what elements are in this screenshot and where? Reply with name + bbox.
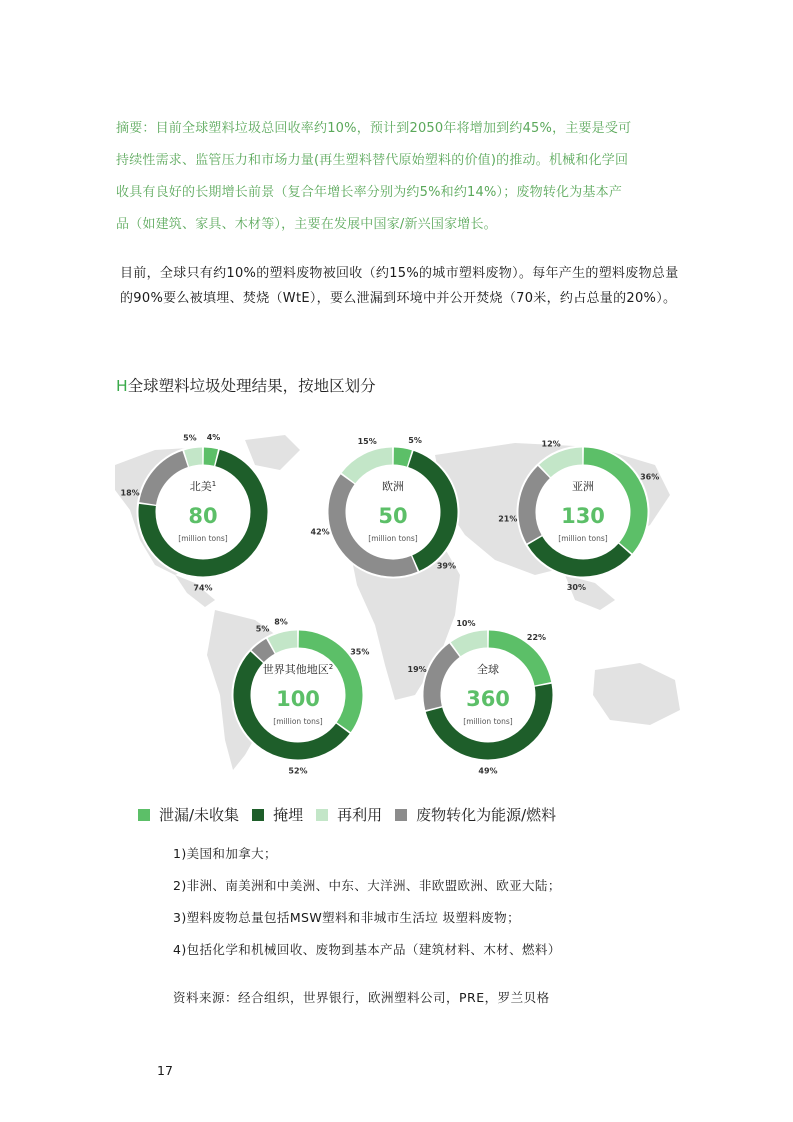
- chart-title: [116, 374, 376, 396]
- donut-segment-leaked: [394, 456, 410, 458]
- intro-paragraph: 目前，全球只有约10%的塑料废物被回收（约15%的城市塑料废物）。每年产生的塑料废物总量的90%要么被填埋、焚烧（WtE），要么泄漏到环境中并公开焚烧（70米，约占总量的20%）。: [120, 266, 679, 306]
- legend-swatch-landfill: [252, 809, 264, 821]
- percent-label-landfill: 49%: [478, 766, 498, 776]
- unit-label: [million tons]: [273, 717, 323, 726]
- chart-title-prefix: H: [116, 377, 128, 395]
- donut-segment-reused: [187, 456, 203, 458]
- map-southeast-asia: [565, 575, 615, 610]
- region-footnote-mark: 2: [328, 663, 334, 671]
- percent-label-reused: 15%: [357, 437, 377, 447]
- percent-label-landfill: 39%: [436, 561, 456, 571]
- legend-item-reused: [316, 804, 382, 825]
- percent-label-landfill: 74%: [193, 583, 213, 593]
- region-name: 世界其他地区$^2$: [262, 663, 334, 676]
- legend-swatch-reused: [316, 809, 328, 821]
- unit-label: [million tons]: [463, 717, 513, 726]
- percent-label-wte: 42%: [310, 527, 330, 537]
- region-total: 50: [378, 504, 408, 528]
- abstract-line: 品（如建筑、家具、木材等），主要在发展中国家/新兴国家增长。: [116, 217, 497, 232]
- legend-label: 再利用: [337, 806, 383, 824]
- percent-label-landfill: 52%: [288, 766, 308, 776]
- footnote: 2)非洲、南美洲和中美洲、中东、大洋洲、非欧盟欧洲、欧亚大陆；: [173, 878, 561, 893]
- legend-swatch-leaked: [138, 809, 150, 821]
- percent-label-reused: 10%: [456, 618, 476, 628]
- abstract-line: 收具有良好的长期增长前景（复合年增长率分别为约5%和约14%）；废物转化为基本产: [116, 185, 623, 200]
- percent-label-leaked: 36%: [640, 472, 660, 482]
- percent-label-reused: 12%: [541, 439, 561, 449]
- footnotes: [173, 844, 561, 972]
- percent-label-leaked: 5%: [408, 435, 422, 445]
- percent-label-wte: 5%: [255, 624, 270, 634]
- region-total: 100: [276, 687, 320, 711]
- legend-item-leaked: [138, 804, 239, 825]
- percent-label-leaked: 35%: [350, 647, 370, 657]
- region-name: 欧洲: [382, 480, 404, 493]
- unit-label: [million tons]: [178, 534, 228, 543]
- abstract-line: 摘要：目前全球塑料垃圾总回收率约10%，预计到2050年将增加到约45%，主要是受可: [116, 121, 632, 136]
- legend-label: 掩埋: [273, 806, 304, 824]
- footnote: 3)塑料废物总量包括MSW塑料和非城市生活垃 圾塑料废物；: [173, 910, 520, 925]
- region-total: 360: [466, 687, 510, 711]
- percent-label-wte: 18%: [120, 488, 140, 498]
- percent-label-wte: 21%: [498, 514, 518, 524]
- percent-label-leaked: 4%: [206, 433, 221, 443]
- legend-label: 废物转化为能源/燃料: [416, 806, 557, 824]
- donut-segment-reused: [272, 639, 298, 646]
- percent-label-leaked: 22%: [526, 633, 547, 643]
- legend-item-landfill: [252, 804, 303, 825]
- chart-legend: [138, 804, 569, 825]
- region-footnote-mark: 1: [211, 480, 217, 488]
- donut-segment-reused: [456, 639, 488, 649]
- unit-label: [million tons]: [558, 534, 608, 543]
- percent-label-wte: 19%: [407, 665, 427, 675]
- donut-segment-leaked: [204, 456, 216, 458]
- donut-segment-wte: [258, 646, 271, 656]
- donut-chart-figure: [95, 425, 695, 785]
- legend-item-wte: [395, 804, 556, 825]
- region-name: 全球: [477, 663, 499, 676]
- abstract-line: 持续性需求、监管压力和市场力量(再生塑料替代原始塑料的价值)的推动。机械和化学回: [116, 153, 629, 168]
- map-australia: [593, 663, 680, 725]
- chart-title-text: 全球塑料垃圾处理结果，按地区划分: [127, 377, 376, 395]
- region-total: 80: [188, 504, 218, 528]
- region-name: 亚洲: [572, 480, 594, 493]
- source-note: 资料来源：经合组织，世界银行，欧洲塑料公司，PRE，罗兰贝格: [173, 990, 550, 1005]
- percent-label-landfill: 30%: [566, 583, 586, 593]
- footnote: 4)包括化学和机械回收、废物到基本产品（建筑材料、木材、燃料）: [173, 942, 561, 957]
- footnote: 1)美国和加拿大；: [173, 846, 277, 861]
- page-number: 17: [157, 1063, 173, 1078]
- legend-label: 泄漏/未收集: [159, 806, 240, 824]
- percent-label-reused: 8%: [274, 617, 288, 627]
- region-total: 130: [561, 504, 605, 528]
- region-name: 北美$^1$: [189, 480, 217, 493]
- legend-swatch-wte: [395, 809, 407, 821]
- map-greenland: [245, 435, 300, 470]
- percent-label-reused: 5%: [183, 433, 197, 443]
- unit-label: [million tons]: [368, 534, 418, 543]
- abstract-paragraph: [116, 113, 696, 241]
